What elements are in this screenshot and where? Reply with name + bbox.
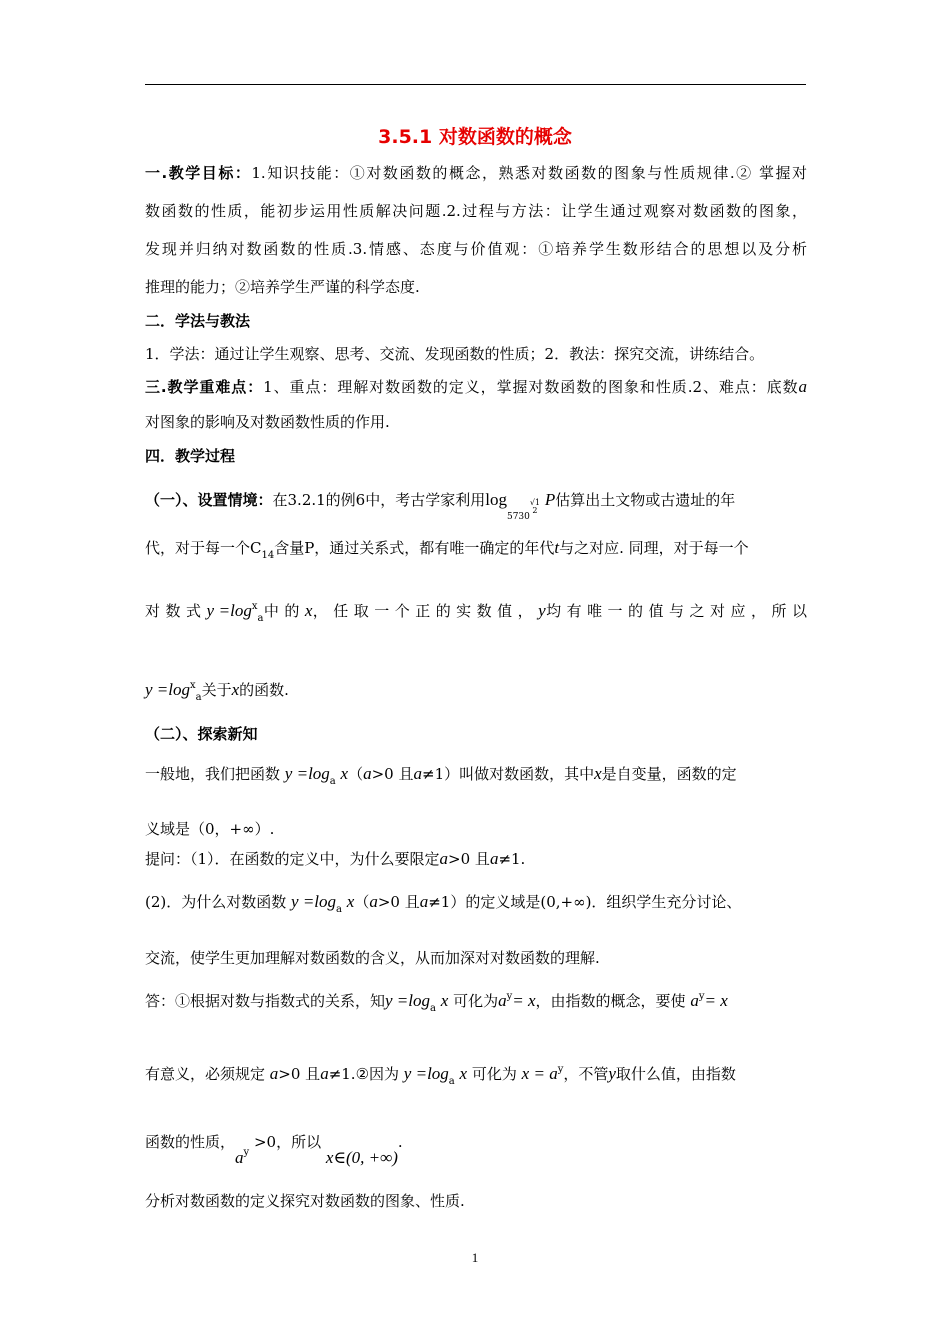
methods-heading: 二．学法与教法 bbox=[145, 312, 251, 330]
objectives-line-4: 推理的能力；②培养学生严谨的科学态度. bbox=[145, 278, 420, 296]
page-number: 1 bbox=[471, 1250, 479, 1265]
question-line-3: 交流，使学生更加理解对数函数的含义，从而加深对对数函数的理解. bbox=[145, 949, 600, 967]
answer-line-2: 有意义，必须规定 a>0 且a≠1.②因为 $y =\log_a$ x 可化为 $x = a^y$，不管y取什么值，由指数 bbox=[145, 1064, 736, 1087]
analysis-line: 分析对数函数的定义探究对数函数的图象、性质. bbox=[145, 1192, 465, 1210]
question-line-2: (2)．为什么对数函数 $y =\log_a$ x（a>0 且a≠1）的定义域是(0,+∞)．组织学生充分讨论、 bbox=[145, 892, 742, 915]
scenario-line-4: $y =\log^x_a$关于x的函数. bbox=[145, 680, 289, 703]
question-line-1: 提问：（1）．在函数的定义中，为什么要限定a>0 且a≠1. bbox=[145, 849, 526, 868]
scenario-line-1: （一）、设置情境：在3.2.1的例6中，考古学家利用$\log_{5730}√1$ 2 P估算出土文物或古遗址的年 bbox=[145, 490, 736, 522]
explore-line-1: 一般地，我们把函数 $y =\log_a$ x（a>0 且a≠1）叫做对数函数，其中x是自变量，函数的定 bbox=[145, 764, 737, 787]
keypoints-line-2: 对图象的影响及对数函数性质的作用. bbox=[145, 413, 390, 431]
header-rule bbox=[145, 84, 806, 85]
keypoints-line-1: 三.教学重难点：1、重点：理解对数函数的定义，掌握对数函数的图象和性质.2、难点：底数a bbox=[145, 377, 808, 396]
answer-line-1: 答：①根据对数与指数式的关系，知$y =\log_a$ x 可化为$a^y= x$，由指数的概念，要使 $a^y= x$ bbox=[145, 991, 728, 1014]
objectives-line-2: 数函数的性质，能初步运用性质解决问题.2.过程与方法：让学生通过观察对数函数的图象， bbox=[145, 202, 807, 220]
scenario-line-3: 对 数 式 $y =\log^x_a$中 的 x， 任 取 一 个 正 的 实 数 值 ， y均 有 唯 一 的 值 与 之 对 应 ， 所 以 bbox=[145, 601, 807, 624]
explore-heading: （二）、探索新知 bbox=[145, 725, 258, 743]
objectives-line-3: 发现并归纳对数函数的性质.3.情感、态度与价值观：①培养学生数形结合的思想以及分析 bbox=[145, 240, 807, 258]
fraction-one-half: √1 2 bbox=[529, 498, 541, 515]
objectives-line-1: 一.教学目标：1.知识技能：①对数函数的概念，熟悉对数函数的图象与性质规律.② 掌握对 bbox=[145, 164, 807, 182]
explore-line-2: 义域是（0，+∞）. bbox=[145, 820, 275, 838]
scenario-line-2: 代，对于每一个$C_{14}$含量P，通过关系式，都有唯一确定的年代t与之对应. 同理，对于每一个 bbox=[145, 538, 749, 561]
methods-line-1: 1．学法：通过让学生观察、思考、交流、发现函数的性质；2．教法：探究交流，讲练结合。 bbox=[145, 345, 765, 363]
page-title: 3.5.1 对数函数的概念 bbox=[378, 126, 572, 148]
process-heading: 四．教学过程 bbox=[145, 447, 236, 465]
answer-line-3: 函数的性质，$a_y >0$，所以 x∈(0, +∞). bbox=[145, 1133, 403, 1167]
